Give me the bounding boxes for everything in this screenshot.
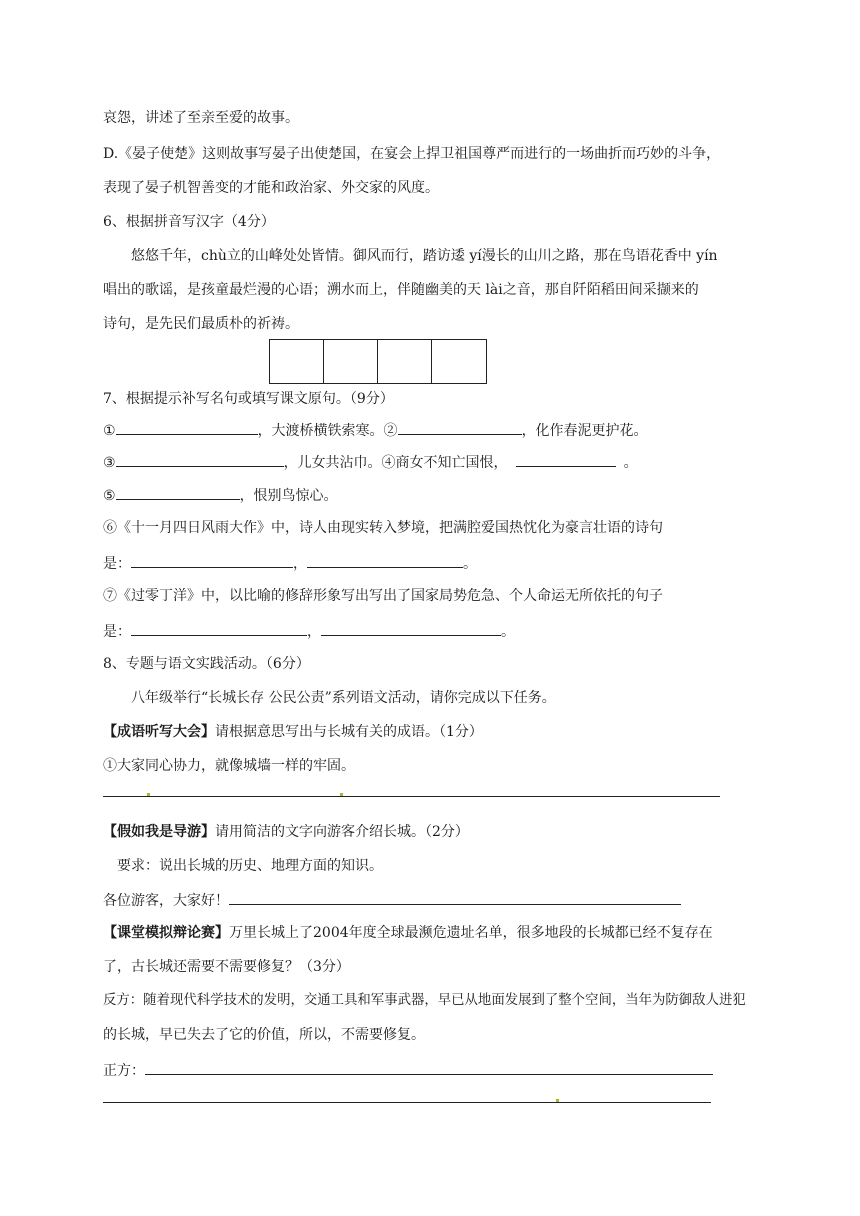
q8-task3-con-line2: 的长城，早已失去了它的价值，所以，不需要修复。 xyxy=(103,1027,425,1043)
q7-line1-mid: ，大渡桥横铁索寒。② xyxy=(257,423,398,439)
q6-passage-line2: 唱出的歌谣，是孩童最烂漫的心语；溯水而上，伴随幽美的天 lài之音，那自阡陌稻田间采撷来的 xyxy=(103,282,699,298)
q6-title: 6、根据拼音写汉字（4分） xyxy=(103,214,275,230)
q8-task2 xyxy=(103,822,469,842)
q7-line6: ⑦《过零丁洋》中，以比喻的修辞形象写出写出了国家局势危急、个人命运无所依托的句子 xyxy=(103,588,663,604)
q7-line7-end: 。 xyxy=(501,624,515,640)
q8-task2-requirement: 要求：说出长城的历史、地理方面的知识。 xyxy=(117,858,383,874)
task3-instructions: 万里长城上了2004年度全球最濒危遗址名单，很多地段的长城都已经不复存在 xyxy=(229,925,713,941)
task1-answer-line[interactable] xyxy=(103,796,720,797)
q5-option-c-tail: 哀怨，讲述了至亲至爱的故事。 xyxy=(103,110,299,126)
q8-task1 xyxy=(103,722,483,742)
q5-option-d-line1: D.《晏子使楚》这则故事写晏子出使楚国，在宴会上捍卫祖国尊严而进行的一场曲折而巧妙的斗争， xyxy=(103,146,721,162)
q7-title: 7、根据提示补写名句或填写课文原句。（9分） xyxy=(103,391,394,407)
speck xyxy=(556,1099,559,1102)
blank-8[interactable] xyxy=(131,620,307,636)
blank-3[interactable] xyxy=(116,451,284,467)
task2-answer-line[interactable] xyxy=(229,889,681,905)
q8-intro: 八年级举行“长城长存 公民公责”系列语文活动，请你完成以下任务。 xyxy=(131,690,556,706)
q6-passage-line1: 悠悠千年，chù立的山峰处处皆情。御风而行，踏访逶 yí漫长的山川之路，那在鸟语花香中 yín xyxy=(131,248,718,264)
q7-line3 xyxy=(103,484,338,506)
blank-1[interactable] xyxy=(116,419,258,435)
q8-task1-item: ①大家同心协力，就像城墙一样的牢固。 xyxy=(103,758,355,774)
blank-7[interactable] xyxy=(307,552,463,568)
pro-answer-line-2[interactable] xyxy=(103,1102,711,1103)
blank-6[interactable] xyxy=(131,552,293,568)
q8-task3-pro xyxy=(103,1059,713,1081)
marker-3: ③ xyxy=(103,455,116,471)
q8-task3-line2: 了，古长城还需要不需要修复？（3分） xyxy=(103,959,350,975)
q7-line5-end: 。 xyxy=(463,556,477,572)
task3-heading: 【课堂模拟辩论赛】 xyxy=(103,925,229,941)
pro-label: 正方： xyxy=(103,1063,145,1079)
q7-line2 xyxy=(103,451,638,473)
q8-title: 8、专题与语文实践活动。（6分） xyxy=(103,656,310,672)
task2-heading: 【假如我是导游】 xyxy=(103,824,215,840)
q7-line5-prefix: 是： xyxy=(103,556,131,572)
q7-line7-comma: ， xyxy=(307,624,321,640)
task1-instructions: 请根据意思写出与长城有关的成语。（1分） xyxy=(215,724,483,740)
marker-1: ① xyxy=(103,423,116,439)
blank-5[interactable] xyxy=(116,484,240,500)
blank-4[interactable] xyxy=(516,451,616,467)
q7-line4: ⑥《十一月四日风雨大作》中，诗人由现实转入梦境，把满腔爱国热忱化为豪言壮语的诗句 xyxy=(103,520,663,536)
q7-line7 xyxy=(103,620,515,642)
answer-box-4[interactable] xyxy=(432,340,486,383)
q7-line1-end: ，化作春泥更护花。 xyxy=(521,423,648,439)
task2-instructions: 请用简洁的文字向游客介绍长城。（2分） xyxy=(215,824,469,840)
speck xyxy=(147,793,150,796)
q7-line3-end: ，恨别鸟惊心。 xyxy=(239,488,338,504)
q7-line7-prefix: 是： xyxy=(103,624,131,640)
q8-task3-con-line1: 反方：随着现代科学技术的发明，交通工具和军事武器，早已从地面发展到了整个空间，当年为防御敌人进犯 xyxy=(103,993,746,1008)
answer-box-1[interactable] xyxy=(270,340,324,383)
task1-heading: 【成语听写大会】 xyxy=(103,724,215,740)
q7-line5-comma: ， xyxy=(293,556,307,572)
blank-2[interactable] xyxy=(398,419,522,435)
marker-5: ⑤ xyxy=(103,488,116,504)
speck xyxy=(340,793,343,796)
q8-task3 xyxy=(103,923,713,943)
q7-line2-end: 。 xyxy=(623,455,638,471)
pro-answer-line-1[interactable] xyxy=(145,1059,713,1075)
answer-box-3[interactable] xyxy=(378,340,432,383)
q5-option-d-line2: 表现了晏子机智善变的才能和政治家、外交家的风度。 xyxy=(103,180,439,196)
q7-line2-mid: ，儿女共沾巾。④商女不知亡国恨， xyxy=(283,455,508,471)
blank-9[interactable] xyxy=(321,620,501,636)
q7-line5 xyxy=(103,552,477,574)
answer-box-2[interactable] xyxy=(324,340,378,383)
q6-answer-boxes xyxy=(269,339,487,384)
q7-line1 xyxy=(103,419,648,441)
q8-task2-greeting xyxy=(103,889,681,911)
q6-passage-line3: 诗句，是先民们最质朴的祈祷。 xyxy=(103,316,299,332)
greeting-text: 各位游客，大家好！ xyxy=(103,893,229,909)
